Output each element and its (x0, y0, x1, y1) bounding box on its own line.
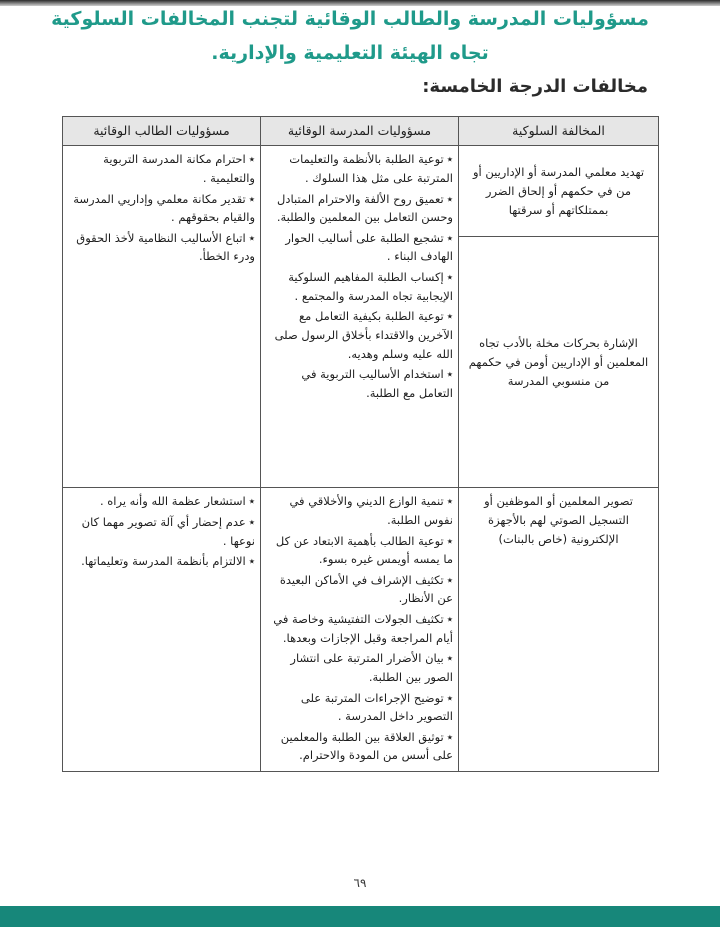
list-item: ٭تنمية الوازع الديني والأخلاقي في نفوس الطلبة. (289, 494, 453, 527)
page-number: ٦٩ (353, 876, 367, 890)
list-item: ٭احترام مكانة المدرسة التربوية والتعليمية . (103, 152, 255, 185)
list-item: ٭تشجيع الطلبة على أساليب الحوار الهادف البناء . (285, 230, 453, 264)
bullet-star: ٭ (446, 309, 453, 324)
school-list (266, 492, 453, 765)
bullet-star: ٭ (446, 533, 453, 548)
school-responsibilities-cell (261, 488, 459, 772)
bullet-star: ٭ (446, 612, 453, 626)
table-row (63, 146, 659, 488)
list-item: ٭توعية الطلبة بكيفية التعامل مع الآخرين والاقتداء بأخلاق الرسول صلى الله عليه وسلم وهديه. (274, 309, 453, 361)
list-item: ٭تقدير مكانة معلمي وإداريي المدرسة والقيام بحقوقهم . (73, 191, 255, 225)
list-item: ٭تكثيف الإشراف في الأماكن البعيدة عن الأنظار. (279, 572, 453, 606)
school-list (266, 150, 453, 402)
top-edge-band (0, 0, 720, 6)
bullet-star: ٭ (248, 554, 255, 569)
violations-table (62, 116, 659, 772)
list-item: ٭استخدام الأساليب التربوية في التعامل مع الطلبة. (301, 367, 453, 400)
list-item: ٭توضيح الإجراءات المترتبة على التصوير داخل المدرسة . (300, 690, 453, 724)
bullet-star: ٭ (446, 572, 453, 587)
bullet-star: ٭ (248, 191, 255, 206)
list-item: ٭توعية الطلبة بالأنظمة والتعليمات المترتبة على مثل هذا السلوك . (289, 152, 453, 185)
violation-gestures: الإشارة بحركات مخلة بالأدب تجاه المعلمين أو الإداريين أومن في حكمهم من منسوبي المدرسة (459, 236, 658, 487)
list-item: ٭اتباع الأساليب النظامية لأخذ الحقوق ودرء الخطأ. (76, 230, 255, 264)
bullet-star: ٭ (446, 729, 453, 744)
violation-cell (459, 146, 659, 488)
page-title-line-1: مسؤوليات المدرسة والطالب الوقائية لتجنب المخالفات السلوكية (51, 8, 649, 30)
student-responsibilities-cell (63, 488, 261, 772)
student-list (68, 492, 255, 571)
violation-recording: تصوير المعلمين أو الموظفين أو التسجيل الصوتي لهم بالأجهزة الإلكترونية (خاص بالبنات) (484, 494, 633, 546)
bullet-star: ٭ (446, 690, 453, 705)
footer-band (0, 906, 720, 927)
student-responsibilities-cell (63, 146, 261, 488)
bullet-star: ٭ (446, 230, 453, 245)
violation-threats: تهديد معلمي المدرسة أو الإداريين أو من في حكمهم أو إلحاق الضرر بممتلكاتهم أو سرقتها (472, 165, 645, 217)
list-item: ٭تعميق روح الألفة والاحترام المتبادل وحسن التعامل بين المعلمين والطلبة. (276, 191, 453, 225)
bullet-star: ٭ (446, 651, 453, 666)
bullet-star: ٭ (446, 494, 453, 509)
list-item: ٭توعية الطالب بأهمية الابتعاد عن كل ما يمسه أويمس غيره بسوء. (275, 533, 453, 567)
bullet-star: ٭ (248, 230, 255, 245)
list-item: ٭تكثيف الجولات التفتيشية وخاصة في أيام المراجعة وقبل الإجازات وبعدها. (273, 612, 453, 645)
bullet-star: ٭ (248, 514, 255, 529)
list-item: ٭الالتزام بأنظمة المدرسة وتعليماتها. (81, 554, 255, 569)
list-item: ٭بيان الأضرار المترتبة على انتشار الصور بين الطلبة. (290, 651, 453, 684)
bullet-star: ٭ (248, 152, 255, 167)
bullet-star: ٭ (446, 191, 453, 206)
bullet-star: ٭ (446, 367, 453, 382)
table-header-row (63, 117, 659, 146)
header-student-responsibilities: مسؤوليات الطالب الوقائية (63, 117, 261, 146)
section-subtitle: مخالفات الدرجة الخامسة: (422, 76, 648, 97)
page-title-line-2: تجاه الهيئة التعليمية والإدارية. (211, 42, 489, 64)
bullet-star: ٭ (446, 152, 453, 167)
list-item: ٭إكساب الطلبة المفاهيم السلوكية الإيجابية تجاه المدرسة والمجتمع . (288, 270, 453, 303)
school-responsibilities-cell (261, 146, 459, 488)
header-school-responsibilities: مسؤوليات المدرسة الوقائية (261, 117, 459, 146)
list-item: ٭عدم إحضار أي آلة تصوير مهما كان نوعها . (81, 514, 255, 548)
student-list (68, 150, 255, 266)
table-row (63, 488, 659, 772)
violation-cell (459, 488, 659, 772)
bullet-star: ٭ (446, 270, 453, 284)
header-violation: المخالفة السلوكية (459, 117, 659, 146)
bullet-star: ٭ (248, 494, 255, 509)
list-item: ٭توثيق العلاقة بين الطلبة والمعلمين على أسس من المودة والاحترام. (280, 729, 453, 763)
list-item: ٭استشعار عظمة الله وأنه يراه . (99, 494, 255, 509)
